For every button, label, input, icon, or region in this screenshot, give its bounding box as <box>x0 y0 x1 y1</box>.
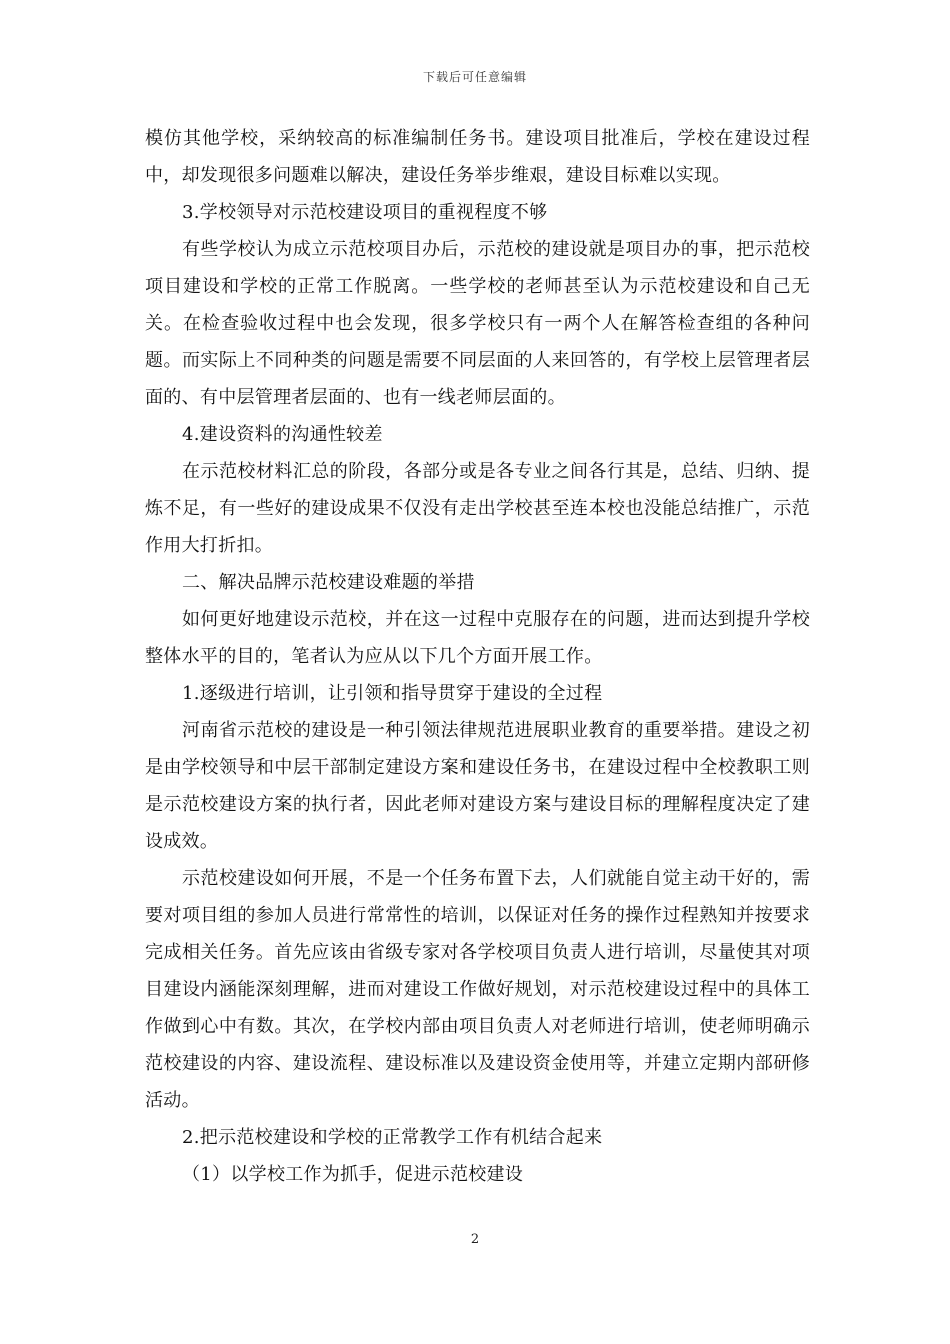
page-number: 2 <box>470 1232 480 1247</box>
document-body <box>145 120 810 1193</box>
section-heading: 二、解决品牌示范校建设难题的举措 <box>182 572 475 593</box>
section-heading: 3.学校领导对示范校建设项目的重视程度不够 <box>182 202 548 223</box>
paragraph: 示范校建设如何开展，不是一个任务布置下去，人们就能自觉主动干好的，需要对项目组的参加人员进行常常性的培训，以保证对任务的操作过程熟知并按要求完成相关任务。首先应该由省级专家对各学校项目负责人进行培训，尽量使其对项目建设内涵能深刻理解，进而对建设工作做好规划，对示范校建设过程中的具体工作做到心中有数。其次，在学校内部由项目负责人对老师进行培训，使老师明确示范校建设的内容、建设流程、建设标准以及建设资金使用等，并建立定期内部研修活动。 <box>145 868 810 1111</box>
section-heading: 2.把示范校建设和学校的正常教学工作有机结合起来 <box>182 1127 603 1148</box>
paragraph: 模仿其他学校，采纳较高的标准编制任务书。建设项目批准后，学校在建设过程中，却发现很多问题难以解决，建设任务举步维艰，建设目标难以实现。 <box>145 128 810 186</box>
paragraph: 如何更好地建设示范校，并在这一过程中克服存在的问题，进而达到提升学校整体水平的目的，笔者认为应从以下几个方面开展工作。 <box>145 609 810 667</box>
section-heading: 1.逐级进行培训，让引领和指导贯穿于建设的全过程 <box>182 683 603 704</box>
paragraph: 在示范校材料汇总的阶段，各部分或是各专业之间各行其是，总结、归纳、提炼不足，有一些好的建设成果不仅没有走出学校甚至连本校也没能总结推广，示范作用大打折扣。 <box>145 461 810 556</box>
subsection-heading: （1）以学校工作为抓手，促进示范校建设 <box>182 1164 524 1185</box>
section-heading: 4.建设资料的沟通性较差 <box>182 424 383 445</box>
paragraph: 河南省示范校的建设是一种引领法律规范进展职业教育的重要举措。建设之初是由学校领导和中层干部制定建设方案和建设任务书，在建设过程中全校教职工则是示范校建设方案的执行者，因此老师对建设方案与建设目标的理解程度决定了建设成效。 <box>145 720 810 852</box>
page-header: 下载后可任意编辑 <box>422 70 527 84</box>
paragraph: 有些学校认为成立示范校项目办后，示范校的建设就是项目办的事，把示范校项目建设和学校的正常工作脱离。一些学校的老师甚至认为示范校建设和自己无关。在检查验收过程中也会发现，很多学校只有一两个人在解答检查组的各种问题。而实际上不同种类的问题是需要不同层面的人来回答的，有学校上层管理者层面的、有中层管理者层面的、也有一线老师层面的。 <box>145 239 810 408</box>
